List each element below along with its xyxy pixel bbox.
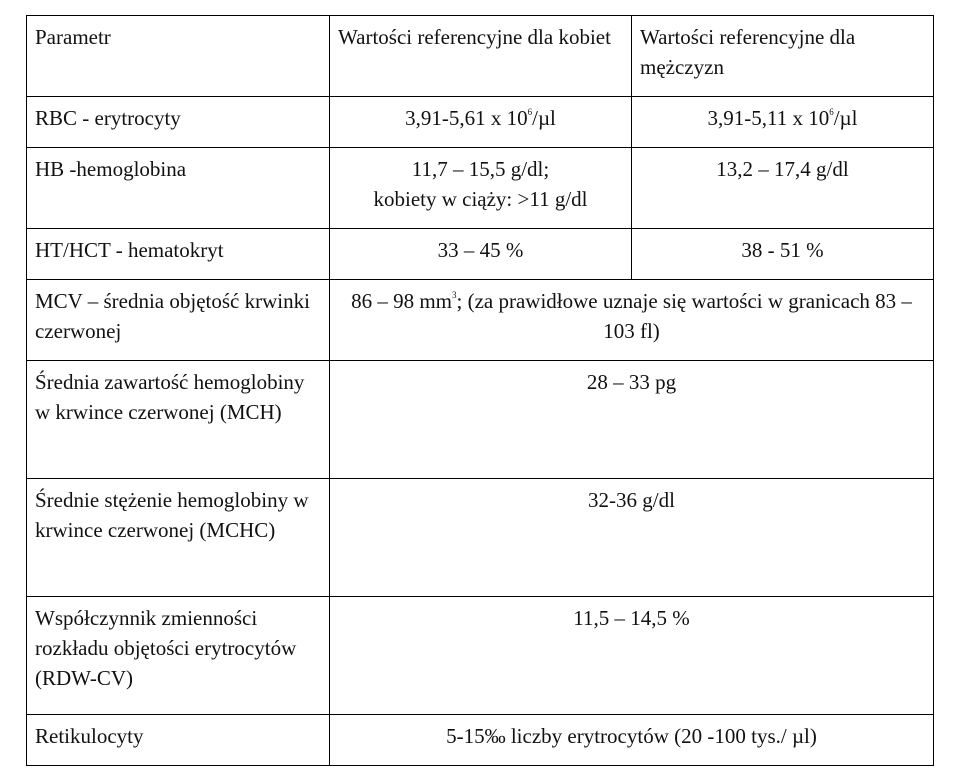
row-rbc-parameter: RBC - erytrocyty [27,97,330,148]
mcv-value-base: 86 – 98 mm [351,289,452,313]
row-hb-parameter: HB -hemoglobina [27,148,330,229]
mcv-value-exponent: 3 [452,290,457,300]
hb-women-range: 11,7 – 15,5 g/dl; [411,157,550,181]
row-ht-women: 33 – 45 % [330,229,632,280]
row-hb-women [330,148,632,229]
row-ht-parameter: HT/HCT - hematokryt [27,229,330,280]
row-ret-parameter: Retikulocyty [27,715,330,766]
table-row [27,148,934,229]
rbc-women-base: 3,91-5,61 x 10 [405,106,528,130]
rbc-men-exponent: 6 [829,107,834,117]
row-mcv-parameter: MCV – średnia objętość krwinki czerwonej [27,280,330,361]
header-men: Wartości referencyjne dla mężczyzn [632,16,934,97]
table-row [27,280,934,361]
row-rdw-value: 11,5 – 14,5 % [330,597,934,715]
table-row [27,597,934,715]
row-ht-men: 38 - 51 % [632,229,934,280]
hb-women-pregnancy: kobiety w ciąży: >11 g/dl [373,187,588,211]
header-women: Wartości referencyjne dla kobiet [330,16,632,97]
row-rbc-women [330,97,632,148]
row-mcv-value [330,280,934,361]
row-rbc-men [632,97,934,148]
row-mch-parameter: Średnia zawartość hemoglobiny w krwince czerwonej (MCH) [27,361,330,479]
reference-values-table [26,15,934,766]
table-row [27,97,934,148]
rbc-men-base: 3,91-5,11 x 10 [707,106,830,130]
row-rdw-parameter: Współczynnik zmienności rozkładu objętości erytrocytów (RDW-CV) [27,597,330,715]
row-mch-value: 28 – 33 pg [330,361,934,479]
table-row [27,715,934,766]
table-row [27,361,934,479]
mcv-value-note: ; (za prawidłowe uznaje się wartości w granicach 83 – 103 fl) [456,289,912,343]
table-header-row [27,16,934,97]
rbc-women-unit: /µl [532,106,556,130]
row-mchc-value: 32-36 g/dl [330,479,934,597]
rbc-women-exponent: 6 [527,107,533,117]
rbc-men-unit: /µl [833,106,858,130]
row-ret-value: 5-15‰ liczby erytrocytów (20 -100 tys./ µl) [330,715,934,766]
row-mchc-parameter: Średnie stężenie hemoglobiny w krwince czerwonej (MCHC) [27,479,330,597]
header-parameter: Parametr [27,16,330,97]
row-hb-men: 13,2 – 17,4 g/dl [632,148,934,229]
table-row [27,479,934,597]
table-row [27,229,934,280]
